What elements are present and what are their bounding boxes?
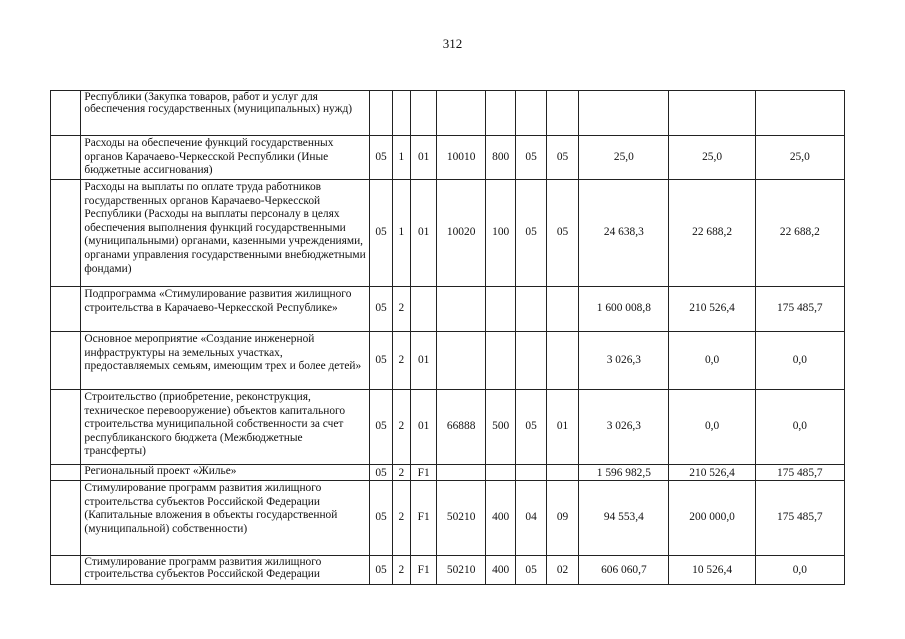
row-description: Строительство (приобретение, реконструкция, техническое перевооружение) объектов капитального строительства муниципальной собственности за счет республиканского бюджета (Межбюджетные трансферты) — [81, 390, 370, 465]
margin-cell — [51, 556, 81, 585]
cell-amount-2: 25,0 — [669, 136, 755, 180]
table-row — [51, 332, 845, 390]
cell-code-7: 02 — [546, 556, 578, 585]
margin-cell — [51, 465, 81, 481]
cell-code-2: 2 — [392, 556, 410, 585]
cell-code-1: 05 — [370, 180, 392, 287]
table-row — [51, 91, 845, 136]
row-description: Подпрограмма «Стимулирование развития жилищного строительства в Карачаево-Черкесской Республике» — [81, 287, 370, 332]
cell-code-1: 05 — [370, 556, 392, 585]
cell-code-4: 50210 — [437, 556, 486, 585]
cell-amount-1: 25,0 — [579, 136, 669, 180]
row-description: Республики (Закупка товаров, работ и услуг для обеспечения государственных (муниципальных) нужд) — [81, 91, 370, 136]
cell-amount-3: 175 485,7 — [755, 481, 844, 556]
cell-code-4: 10020 — [437, 180, 486, 287]
cell-amount-3: 0,0 — [755, 390, 844, 465]
margin-cell — [51, 332, 81, 390]
row-description: Расходы на обеспечение функций государственных органов Карачаево-Черкесской Республики (Иные бюджетные ассигнования) — [81, 136, 370, 180]
cell-amount-1: 3 026,3 — [579, 332, 669, 390]
margin-cell — [51, 180, 81, 287]
cell-code-6: 05 — [516, 136, 546, 180]
table-row — [51, 180, 845, 287]
table-row — [51, 556, 845, 585]
cell-code-3: F1 — [410, 556, 436, 585]
cell-code-3: F1 — [410, 465, 436, 481]
cell-code-5: 500 — [485, 390, 515, 465]
cell-code-7: 01 — [546, 390, 578, 465]
cell-code-1: 05 — [370, 390, 392, 465]
cell-code-3: 01 — [410, 332, 436, 390]
cell-code-3: 01 — [410, 136, 436, 180]
margin-cell — [51, 91, 81, 136]
cell-code-3 — [410, 287, 436, 332]
cell-amount-2: 10 526,4 — [669, 556, 755, 585]
cell-amount-3: 22 688,2 — [755, 180, 844, 287]
cell-code-1: 05 — [370, 332, 392, 390]
cell-amount-1: 24 638,3 — [579, 180, 669, 287]
cell-code-5: 400 — [485, 481, 515, 556]
cell-amount-1 — [579, 91, 669, 136]
row-description: Стимулирование программ развития жилищного строительства субъектов Российской Федерации — [81, 556, 370, 585]
cell-code-7 — [546, 91, 578, 136]
cell-code-3: F1 — [410, 481, 436, 556]
cell-code-1 — [370, 91, 392, 136]
cell-amount-1: 606 060,7 — [579, 556, 669, 585]
cell-code-4 — [437, 91, 486, 136]
cell-code-1: 05 — [370, 481, 392, 556]
cell-amount-3: 0,0 — [755, 556, 844, 585]
row-description: Расходы на выплаты по оплате труда работников государственных органов Карачаево-Черкесской Республики (Расходы на выплаты персоналу в целях обеспечения выполнения функций государственными (муниципальными) органами, казенными учреждениями, органами управления государственными внебюджетными фондами) — [81, 180, 370, 287]
cell-code-3 — [410, 91, 436, 136]
table-row — [51, 136, 845, 180]
cell-code-6: 05 — [516, 390, 546, 465]
cell-code-2: 1 — [392, 180, 410, 287]
cell-code-2: 2 — [392, 332, 410, 390]
cell-code-5 — [485, 465, 515, 481]
cell-amount-3: 175 485,7 — [755, 465, 844, 481]
table-row — [51, 481, 845, 556]
cell-code-5: 100 — [485, 180, 515, 287]
margin-cell — [51, 481, 81, 556]
cell-amount-1: 1 596 982,5 — [579, 465, 669, 481]
cell-code-5: 400 — [485, 556, 515, 585]
cell-code-2 — [392, 91, 410, 136]
cell-code-5: 800 — [485, 136, 515, 180]
cell-code-7 — [546, 287, 578, 332]
cell-amount-1: 3 026,3 — [579, 390, 669, 465]
cell-code-4: 50210 — [437, 481, 486, 556]
cell-code-2: 2 — [392, 481, 410, 556]
cell-amount-1: 94 553,4 — [579, 481, 669, 556]
cell-amount-2: 200 000,0 — [669, 481, 755, 556]
cell-amount-2: 0,0 — [669, 390, 755, 465]
table-row — [51, 390, 845, 465]
cell-code-4 — [437, 465, 486, 481]
cell-code-6 — [516, 287, 546, 332]
cell-code-1: 05 — [370, 465, 392, 481]
margin-cell — [51, 390, 81, 465]
row-description: Региональный проект «Жилье» — [81, 465, 370, 481]
cell-amount-3: 175 485,7 — [755, 287, 844, 332]
cell-code-7 — [546, 332, 578, 390]
cell-amount-2: 210 526,4 — [669, 465, 755, 481]
cell-code-7: 09 — [546, 481, 578, 556]
row-description: Основное мероприятие «Создание инженерной инфраструктуры на земельных участках, предоставляемых семьям, имеющим трех и более детей» — [81, 332, 370, 390]
cell-code-2: 2 — [392, 465, 410, 481]
cell-amount-3: 0,0 — [755, 332, 844, 390]
cell-code-5 — [485, 332, 515, 390]
cell-amount-2 — [669, 91, 755, 136]
cell-code-6: 05 — [516, 556, 546, 585]
cell-code-4: 10010 — [437, 136, 486, 180]
cell-code-1: 05 — [370, 287, 392, 332]
margin-cell — [51, 136, 81, 180]
row-description: Стимулирование программ развития жилищного строительства субъектов Российской Федерации (Капитальные вложения в объекты государственной (муниципальной) собственности) — [81, 481, 370, 556]
cell-amount-1: 1 600 008,8 — [579, 287, 669, 332]
cell-code-6 — [516, 91, 546, 136]
cell-code-6: 05 — [516, 180, 546, 287]
cell-code-3: 01 — [410, 180, 436, 287]
cell-code-6 — [516, 465, 546, 481]
cell-code-1: 05 — [370, 136, 392, 180]
cell-code-4 — [437, 287, 486, 332]
table-row — [51, 465, 845, 481]
page-number: 312 — [442, 36, 463, 51]
margin-cell — [51, 287, 81, 332]
cell-code-5 — [485, 287, 515, 332]
cell-code-6: 04 — [516, 481, 546, 556]
cell-code-3: 01 — [410, 390, 436, 465]
cell-code-2: 2 — [392, 390, 410, 465]
cell-code-2: 2 — [392, 287, 410, 332]
cell-code-4 — [437, 332, 486, 390]
table-row — [51, 287, 845, 332]
cell-code-7 — [546, 465, 578, 481]
cell-amount-2: 210 526,4 — [669, 287, 755, 332]
budget-table — [50, 90, 845, 585]
cell-amount-2: 0,0 — [669, 332, 755, 390]
cell-code-7: 05 — [546, 136, 578, 180]
cell-code-5 — [485, 91, 515, 136]
cell-code-4: 66888 — [437, 390, 486, 465]
cell-amount-3 — [755, 91, 844, 136]
cell-code-2: 1 — [392, 136, 410, 180]
cell-code-7: 05 — [546, 180, 578, 287]
cell-code-6 — [516, 332, 546, 390]
cell-amount-3: 25,0 — [755, 136, 844, 180]
cell-amount-2: 22 688,2 — [669, 180, 755, 287]
